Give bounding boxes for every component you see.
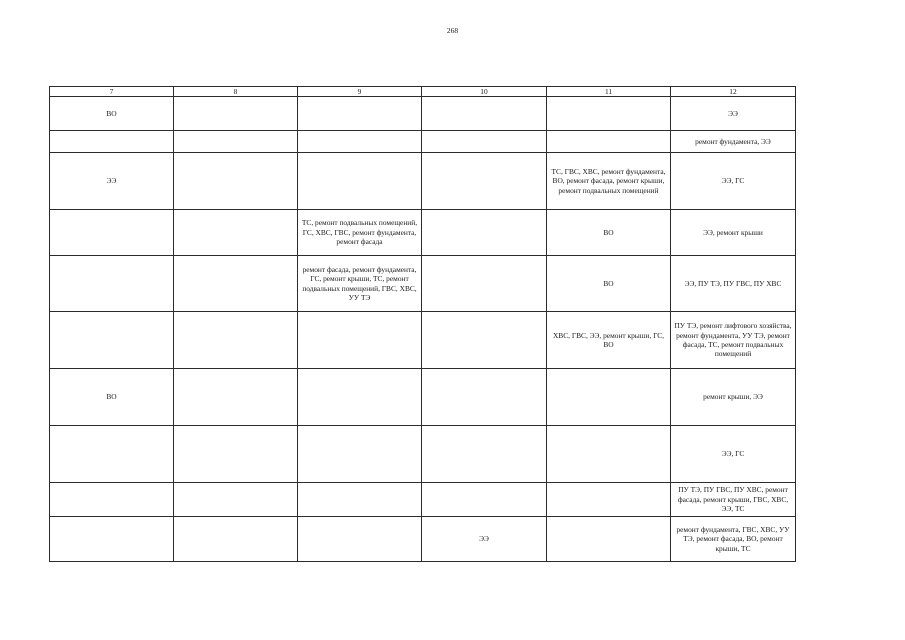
table-cell: ВО (50, 97, 174, 131)
table-cell (547, 131, 671, 153)
table-cell (174, 97, 298, 131)
table-cell (174, 517, 298, 562)
table-cell: ремонт фасада, ремонт фундамента, ГС, ремонт крыши, ТС, ремонт подвальных помещений, ГВС, ХВС, УУ ТЭ (298, 256, 422, 312)
table-row (50, 210, 796, 256)
column-header: 9 (298, 87, 422, 97)
table-cell (50, 426, 174, 483)
table-cell (422, 369, 547, 426)
table-row (50, 483, 796, 517)
table-cell (298, 483, 422, 517)
table-cell (298, 131, 422, 153)
table-row (50, 131, 796, 153)
table-cell: ЭЭ, ремонт крыши (671, 210, 796, 256)
table-cell: ЭЭ, ПУ ТЭ, ПУ ГВС, ПУ ХВС (671, 256, 796, 312)
table-cell (174, 312, 298, 369)
table-cell (422, 153, 547, 210)
table-cell: ПУ ТЭ, ремонт лифтового хозяйства, ремонт фундамента, УУ ТЭ, ремонт фасада, ТС, ремонт подвальных помещений (671, 312, 796, 369)
table-cell (174, 256, 298, 312)
table-row (50, 153, 796, 210)
table-cell (174, 369, 298, 426)
table-cell (298, 426, 422, 483)
table-cell (50, 312, 174, 369)
table-cell: ХВС, ГВС, ЭЭ, ремонт крыши, ГС, ВО (547, 312, 671, 369)
table-cell (298, 153, 422, 210)
table-cell (298, 369, 422, 426)
table-cell: ВО (547, 210, 671, 256)
column-header: 12 (671, 87, 796, 97)
table-cell: ЭЭ (50, 153, 174, 210)
table-cell (50, 256, 174, 312)
table-cell (298, 517, 422, 562)
table-cell (422, 210, 547, 256)
table-row (50, 369, 796, 426)
table-cell: ЭЭ, ГС (671, 153, 796, 210)
table-cell: ЭЭ (422, 517, 547, 562)
table-row (50, 312, 796, 369)
table-cell: ремонт крыши, ЭЭ (671, 369, 796, 426)
page-number: 268 (446, 26, 459, 35)
table-row (50, 256, 796, 312)
table-cell: ВО (50, 369, 174, 426)
table-cell: ремонт фундамента, ГВС, ХВС, УУ ТЭ, ремонт фасада, ВО, ремонт крыши, ТС (671, 517, 796, 562)
table-cell: ТС, ГВС, ХВС, ремонт фундамента, ВО, ремонт фасада, ремонт крыши, ремонт подвальных помещений (547, 153, 671, 210)
table-cell (174, 131, 298, 153)
table-cell (298, 312, 422, 369)
table-cell (547, 483, 671, 517)
table-cell (50, 483, 174, 517)
table-cell (422, 312, 547, 369)
table-cell (174, 426, 298, 483)
table-cell (422, 256, 547, 312)
table-cell (422, 426, 547, 483)
table-cell (174, 210, 298, 256)
table-cell (422, 97, 547, 131)
table-cell (50, 131, 174, 153)
table-row (50, 517, 796, 562)
table-row (50, 426, 796, 483)
table-cell (422, 131, 547, 153)
table-cell (174, 153, 298, 210)
table-cell (50, 210, 174, 256)
column-header: 10 (422, 87, 547, 97)
table-cell (298, 97, 422, 131)
table-cell: ТС, ремонт подвальных помещений, ГС, ХВС, ГВС, ремонт фундамента, ремонт фасада (298, 210, 422, 256)
table-cell: ПУ ТЭ, ПУ ГВС, ПУ ХВС, ремонт фасада, ремонт крыши, ГВС, ХВС, ЭЭ, ТС (671, 483, 796, 517)
column-header: 11 (547, 87, 671, 97)
column-header: 7 (50, 87, 174, 97)
table-cell (547, 517, 671, 562)
table-row (50, 97, 796, 131)
table-cell (547, 369, 671, 426)
table-cell (50, 517, 174, 562)
table-cell (547, 97, 671, 131)
header-row (50, 87, 796, 97)
works-table (49, 86, 796, 562)
table-cell (174, 483, 298, 517)
table-cell (422, 483, 547, 517)
table-cell (547, 426, 671, 483)
table-cell: ЭЭ, ГС (671, 426, 796, 483)
table-cell: ВО (547, 256, 671, 312)
table-cell: ЭЭ (671, 97, 796, 131)
column-header: 8 (174, 87, 298, 97)
table-cell: ремонт фундамента, ЭЭ (671, 131, 796, 153)
